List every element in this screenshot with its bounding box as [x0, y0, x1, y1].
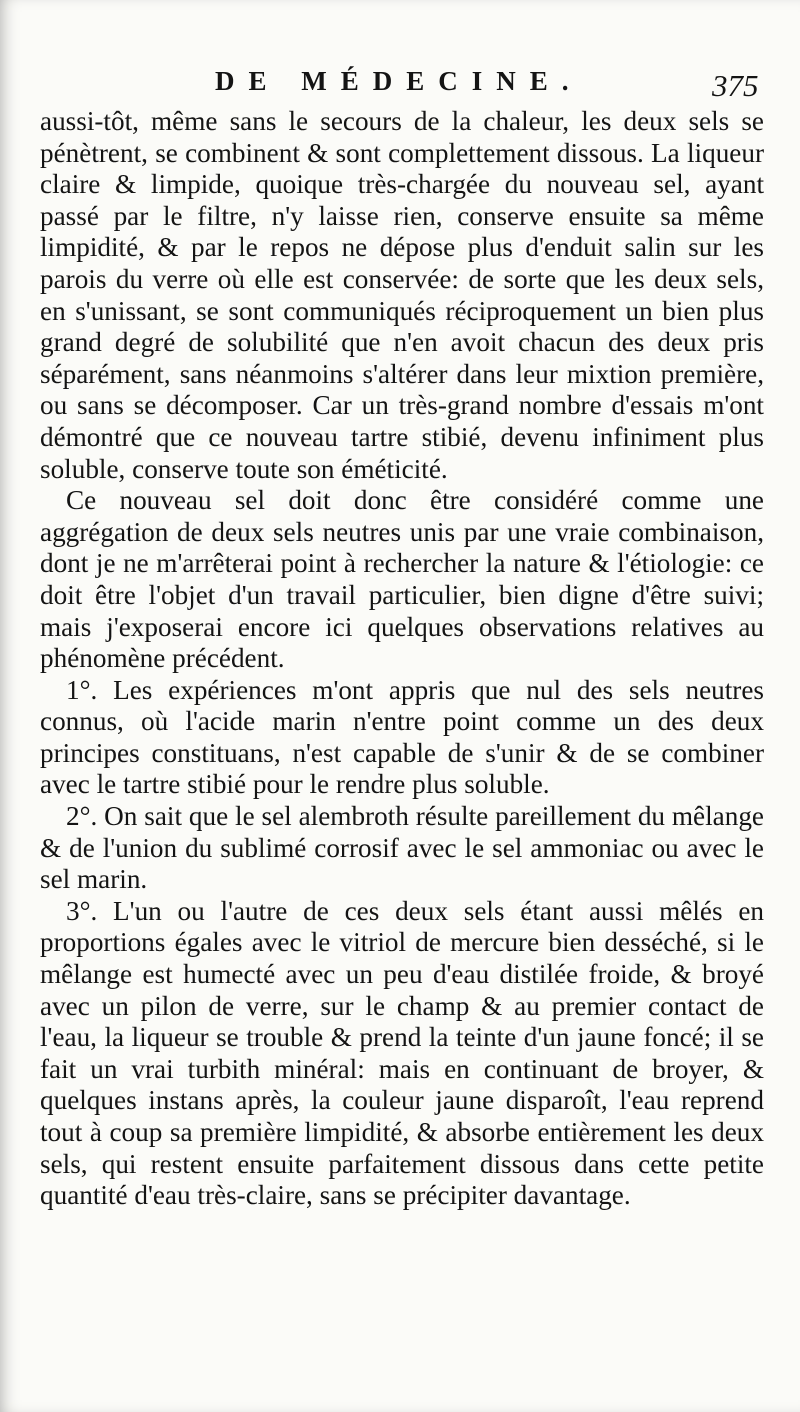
- paragraph-observation-2: 2°. On sait que le sel alembroth résulte pareillement du mêlange & de l'union du sublimé corrosif avec le sel ammoniac ou avec le sel marin.: [40, 801, 764, 895]
- paragraph-observation-3: 3°. L'un ou l'autre de ces deux sels étant aussi mêlés en proportions égales avec le vitriol de mercure bien desséché, si le mêlange est humecté avec un peu d'eau distilée froide, & broyé avec un pilon de verre, sur le champ & au premier contact de l'eau, la liqueur se trouble & prend la teinte d'un jaune foncé; il se fait un vrai turbith minéral: mais en continuant de broyer, & quelques instans après, la couleur jaune disparoît, l'eau reprend tout à coup sa première limpidité, & absorbe entièrement les deux sels, qui restent ensuite parfaitement dissous dans cette petite quantité d'eau très-claire, sans se précipiter davantage.: [40, 895, 764, 1211]
- paragraph-continued: aussi-tôt, même sans le secours de la chaleur, les deux sels se pénètrent, se combinent & sont complettement dissous. La liqueur claire & limpide, quoique très-chargée du nouveau sel, ayant passé par le filtre, n'y laisse rien, conserve ensuite sa même limpidité, & par le repos ne dépose plus d'enduit salin sur les parois du verre où elle est conservée: de sorte que les deux sels, en s'unissant, se sont communiqués réciproquement un bien plus grand degré de solubilité que n'en avoit chacun des deux pris séparément, sans néanmoins s'altérer dans leur mixtion première, ou sans se décomposer. Car un très-grand nombre d'essais m'ont démontré que ce nouveau tartre stibié, devenu infiniment plus soluble, conserve toute son éméticité.: [40, 106, 764, 484]
- body-text: [40, 106, 764, 1212]
- running-head: [0, 62, 800, 102]
- page-number: 375: [712, 68, 759, 103]
- paragraph-observation-1: 1°. Les expériences m'ont appris que nul des sels neutres connus, où l'acide marin n'entre point comme un des deux principes constituans, n'est capable de s'unir & de se combiner avec le tartre stibié pour le rendre plus soluble.: [40, 674, 764, 800]
- running-title: DE MÉDECINE.: [215, 66, 583, 96]
- paragraph-new-salt: Ce nouveau sel doit donc être considéré comme une aggrégation de deux sels neutres unis par une vraie combinaison, dont je ne m'arrêterai point à rechercher la nature & l'étiologie: ce doit être l'objet d'un travail particulier, bien digne d'être suivi; mais j'exposerai encore ici quelques observations relatives au phénomène précédent.: [40, 485, 764, 674]
